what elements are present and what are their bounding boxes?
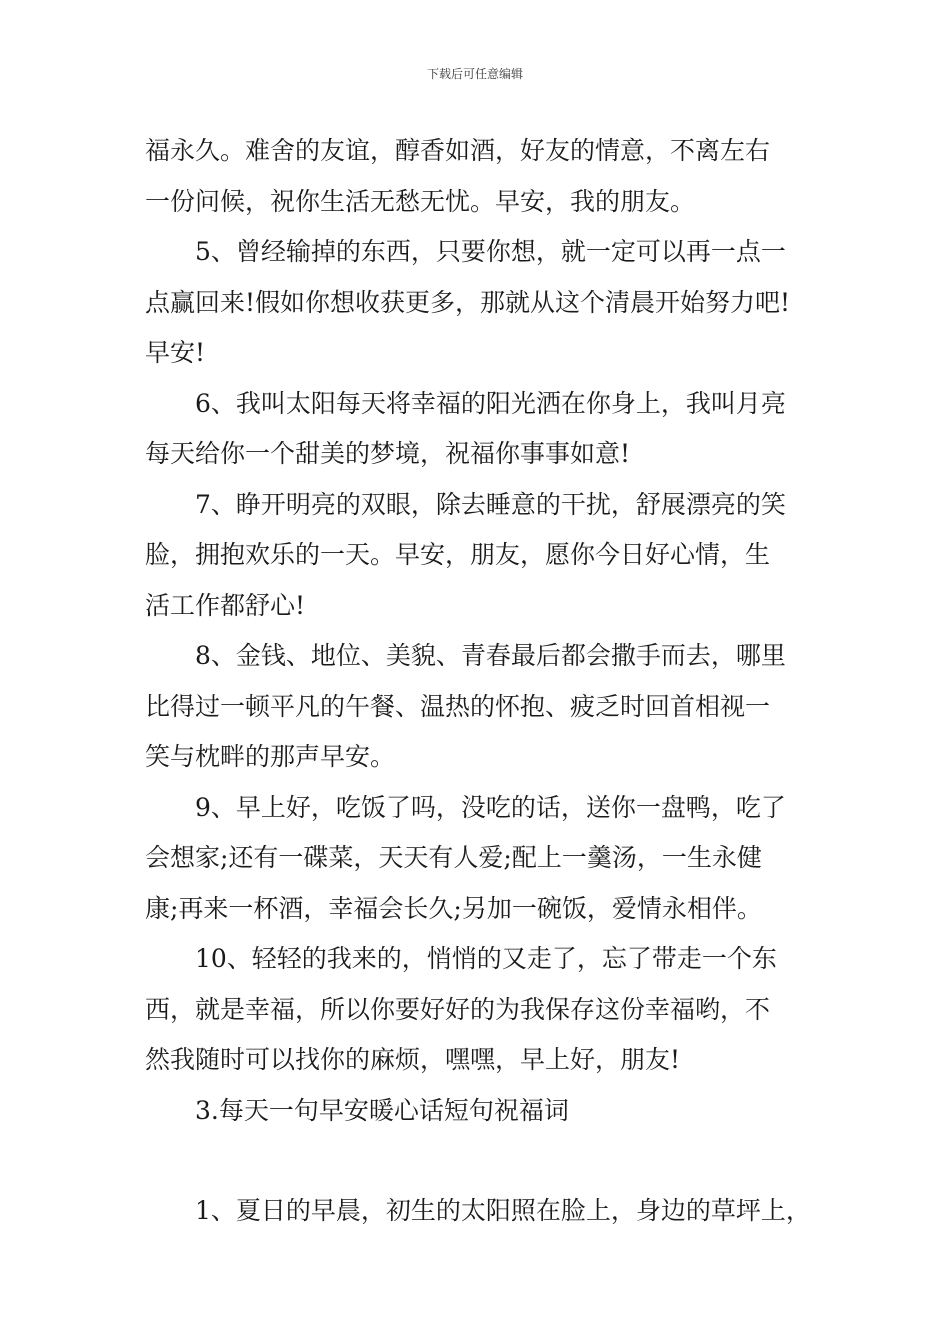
paragraph-start-line: 5、曾经输掉的东西，只要你想，就一定可以再一点一 (195, 237, 786, 266)
text-line: 脸，拥抱欢乐的一天。早安，朋友，愿你今日好心情，生 (145, 540, 771, 569)
document-body (145, 126, 817, 1237)
text-line: 每天给你一个甜美的梦境，祝福你事事如意! (145, 439, 631, 468)
text-line: 会想家;还有一碟菜，天天有人爱;配上一羹汤，一生永健 (145, 843, 762, 872)
text-line: 康;再来一杯酒，幸福会长久;另加一碗饭，爱情永相伴。 (145, 893, 762, 923)
paragraph-start-line: 7、睁开明亮的双眼，除去睡意的干扰，舒展漂亮的笑 (195, 489, 786, 519)
paragraph-start-line: 1、夏日的早晨，初生的太阳照在脸上，身边的草坪上， (195, 1196, 811, 1225)
section-heading: 3.每天一句早安暖心话短句祝福词 (195, 1095, 569, 1125)
paragraph-start-line: 8、金钱、地位、美貌、青春最后都会撒手而去，哪里 (195, 641, 786, 670)
text-line: 早安! (145, 338, 206, 367)
text-line: 然我随时可以找你的麻烦，嘿嘿，早上好，朋友! (145, 1045, 681, 1074)
section-spacer (145, 1136, 817, 1184)
text-line: 西，就是幸福，所以你要好好的为我保存这份幸福哟，不 (145, 994, 771, 1024)
paragraph-start-line: 10、轻轻的我来的，悄悄的又走了，忘了带走一个东 (195, 944, 777, 973)
text-line: 比得过一顿平凡的午餐、温热的怀抱、疲乏时回首相视一 (145, 691, 771, 721)
paragraph-start-line: 6、我叫太阳每天将幸福的阳光洒在你身上，我叫月亮 (195, 388, 786, 418)
paragraph-start-line: 9、早上好，吃饭了吗，没吃的话，送你一盘鸭，吃了 (195, 792, 786, 822)
text-line: 活工作都舒心! (145, 590, 306, 620)
text-line: 一份问候，祝你生活无愁无忧。早安，我的朋友。 (145, 186, 696, 216)
text-line: 福永久。难舍的友谊，醇香如酒，好友的情意，不离左右 (145, 136, 771, 165)
text-line: 点赢回来!假如你想收获更多，那就从这个清晨开始努力吧! (145, 287, 791, 317)
text-line: 笑与枕畔的那声早安。 (145, 742, 396, 771)
page-header-note: 下载后可任意编辑 (426, 67, 523, 81)
